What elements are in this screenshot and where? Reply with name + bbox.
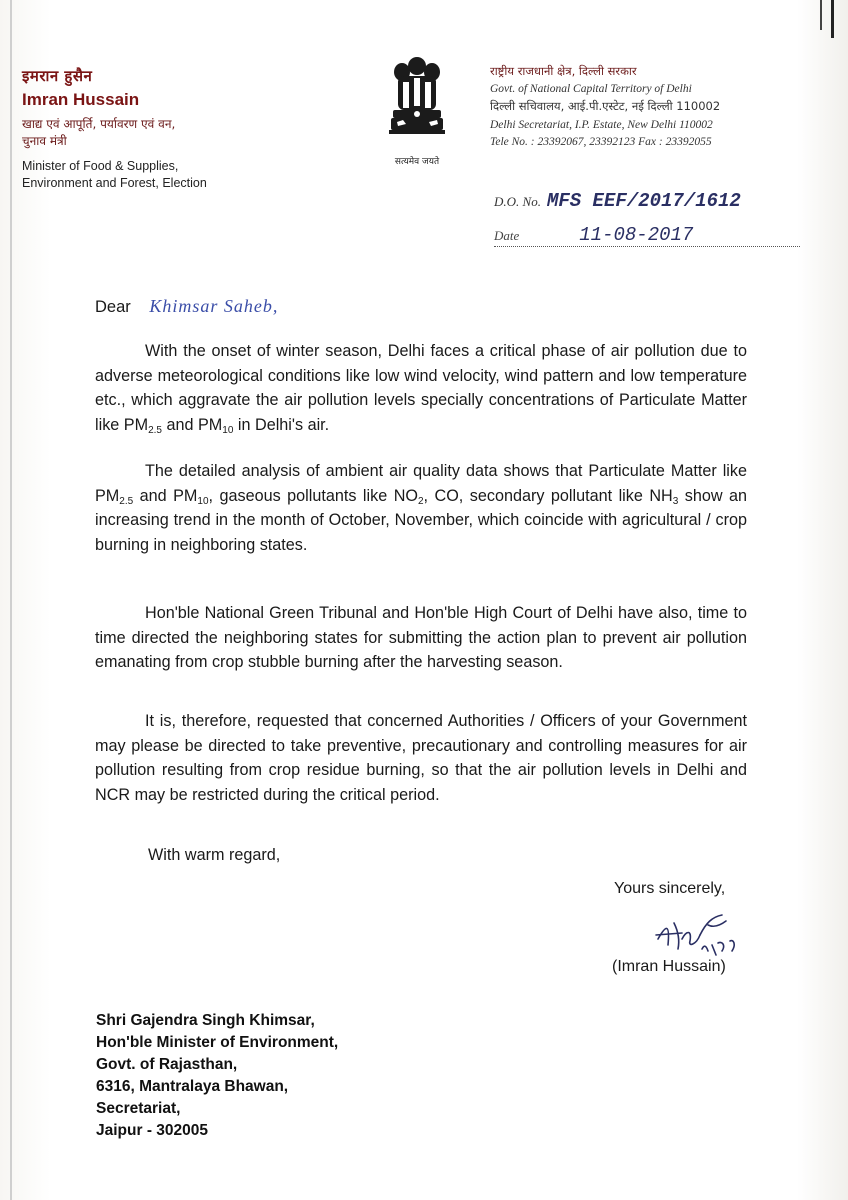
- letterhead-right: [490, 64, 830, 148]
- paragraph-3: Hon'ble National Green Tribunal and Hon'ble High Court of Delhi have also, time to time directed the neighboring states for submitting the action plan to prevent air pollution emanating from crop stubble burning after the harvesting season.: [95, 604, 747, 671]
- p2-sub-2: 10: [197, 495, 209, 507]
- addressee-line-4: 6316, Mantralaya Bhawan,: [96, 1078, 289, 1095]
- closing: Yours sincerely,: [614, 880, 726, 897]
- paragraph-1: [95, 339, 747, 437]
- portfolio-line-2: Environment and Forest, Election: [22, 176, 207, 190]
- salutation-name: Khimsar Saheb,: [149, 296, 279, 316]
- minister-name: Imran Hussain: [22, 90, 140, 109]
- minister-name-hindi: इमरान हुसैन: [22, 67, 93, 85]
- do-number: MFS EEF/2017/1612: [546, 190, 741, 212]
- addressee-block: [96, 1010, 338, 1142]
- office-phones: Tele No. : 23392067, 23392123 Fax : 23392055: [490, 136, 712, 148]
- portfolio: [22, 158, 362, 192]
- addressee-line-6: Jaipur - 302005: [96, 1122, 209, 1139]
- paragraph-4: It is, therefore, requested that concerned Authorities / Officers of your Government may please be directed to take preventive, precautionary and controlling measures for air pollution resulting from crop residue burning, so that the air pollution levels in Delhi and NCR may be restricted during the critical period.: [95, 712, 747, 804]
- scan-corner-mark: [831, 0, 834, 38]
- p2-sub-4: 3: [672, 495, 679, 507]
- p2-text-c: , gaseous pollutants like NO: [208, 486, 418, 505]
- addressee-line-2: Hon'ble Minister of Environment,: [96, 1034, 339, 1051]
- p2-text-d: , CO, secondary pollutant like NH: [423, 486, 673, 505]
- office-hindi: राष्ट्रीय राजधानी क्षेत्र, दिल्ली सरकार: [490, 64, 637, 78]
- page-edge-shadow: [10, 0, 12, 1200]
- signature-icon: [652, 905, 762, 961]
- p1-sub-1: 2.5: [148, 424, 162, 436]
- reference-number: [494, 190, 834, 212]
- signatory-name: (Imran Hussain): [612, 958, 726, 975]
- p2-text-e: show an increasing trend in the month of October, November, which coincide with agricultural / crop burning in neighboring states.: [95, 486, 748, 554]
- letterhead-left: [22, 66, 362, 192]
- addressee-line-1: Shri Gajendra Singh Khimsar,: [96, 1012, 315, 1029]
- p1-text-b: and PM: [161, 415, 223, 434]
- salutation-dear: Dear: [95, 298, 131, 316]
- p2-text-a: The detailed analysis of ambient air quality data shows that Particulate Matter like PM: [95, 462, 747, 505]
- date-label: Date: [494, 228, 520, 243]
- addressee-line-3: Govt. of Rajasthan,: [96, 1056, 238, 1073]
- office-name: Govt. of National Capital Territory of Delhi: [490, 83, 692, 95]
- p2-sub-3: 2: [417, 495, 424, 507]
- addressee-line-5: Secretariat,: [96, 1100, 181, 1117]
- state-emblem: [372, 52, 462, 170]
- p2-text-b: and PM: [133, 486, 198, 505]
- letter-date: [494, 224, 800, 247]
- p1-text-a: With the onset of winter season, Delhi faces a critical phase of air pollution due to adverse meteorological conditions like low wind velocity, wind pattern and low temperature etc., which aggravate the air pollution levels specially concentrations of Particulate Matter like PM: [95, 342, 747, 434]
- portfolio-hindi-line-1: खाद्य एवं आपूर्ति, पर्यावरण एवं वन,: [22, 117, 176, 131]
- portfolio-line-1: Minister of Food & Supplies,: [22, 159, 179, 173]
- lion-capital-icon: [387, 52, 447, 152]
- portfolio-hindi: [22, 116, 362, 150]
- paragraph-2: [95, 459, 747, 557]
- address-hindi: दिल्ली सचिवालय, आई.पी.एस्टेट, नई दिल्ली 110002: [490, 99, 721, 113]
- emblem-motto: सत्यमेव जयते: [394, 157, 440, 167]
- warm-regards: With warm regard,: [148, 846, 281, 864]
- do-label: D.O. No.: [494, 194, 541, 209]
- p1-text-c: in Delhi's air.: [233, 415, 330, 434]
- salutation: [95, 296, 278, 317]
- scan-corner-mark-2: [820, 0, 822, 30]
- p2-sub-1: 2.5: [119, 495, 134, 507]
- portfolio-hindi-line-2: चुनाव मंत्री: [22, 134, 67, 148]
- office-address: Delhi Secretariat, I.P. Estate, New Delhi 110002: [490, 119, 713, 131]
- date-value: 11-08-2017: [579, 224, 694, 246]
- p1-sub-2: 10: [222, 424, 234, 436]
